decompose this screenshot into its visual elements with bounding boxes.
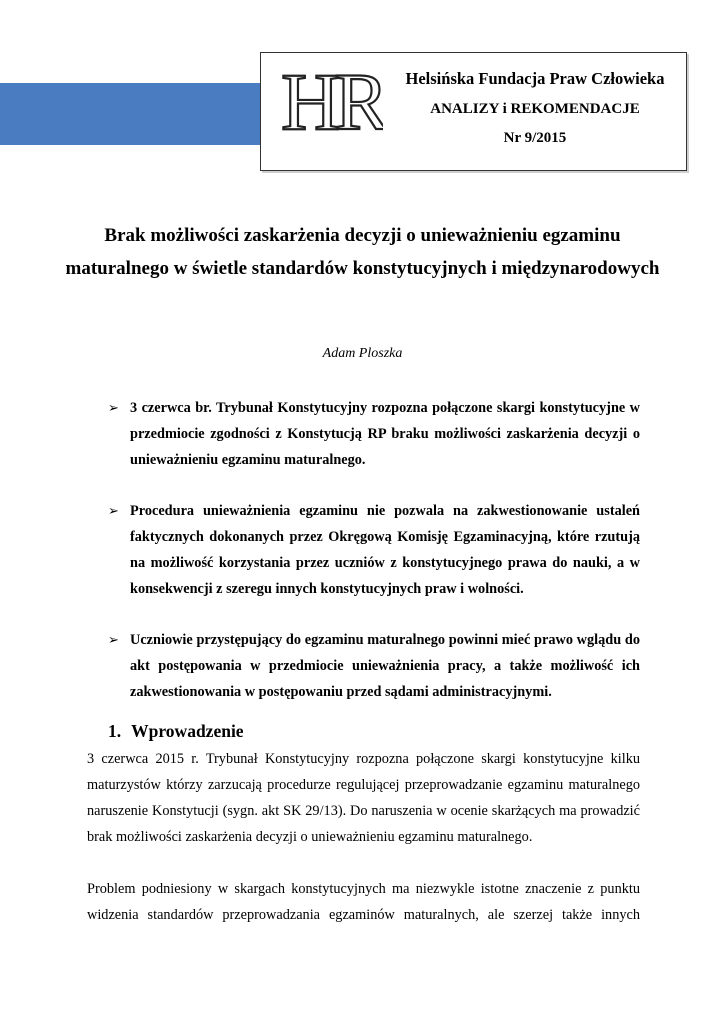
series-name: ANALIZY i REKOMENDACJE xyxy=(430,101,640,117)
organization-name: Helsińska Fundacja Praw Człowieka xyxy=(405,69,665,88)
accent-bar xyxy=(0,83,262,145)
hr-logo xyxy=(279,59,383,139)
arrow-bullet-icon: ➢ xyxy=(108,503,119,518)
key-points-list xyxy=(108,395,640,730)
body-paragraph: 3 czerwca 2015 r. Trybunał Konstytucyjny rozpozna połączone skargi konstytucyjne kilku maturzystów którzy zarzucają procedurze regulującej przeprowadzanie egzaminu maturalnego naruszenie Konstytucji (sygn. akt SK 29/13). Do naruszenia w ocenie skarżących ma prowadzić brak możliwości zaskarżenia decyzji o unieważnieniu egzaminu maturalnego. xyxy=(87,751,640,845)
section-heading xyxy=(108,721,244,742)
section-number: 1. xyxy=(108,721,122,741)
section-title: Wprowadzenie xyxy=(131,721,244,741)
document-title: Brak możliwości zaskarżenia decyzji o unieważnieniu egzaminu maturalnego w świetle standardów konstytucyjnych i międzynarodowych xyxy=(65,225,660,279)
key-point-item xyxy=(108,627,640,705)
key-point-item xyxy=(108,498,640,602)
publication-header xyxy=(260,52,687,171)
key-point-text: Uczniowie przystępujący do egzaminu maturalnego powinni mieć prawo wglądu do akt postępowania w przedmiocie unieważnienia pracy, a także możliwość ich zakwestionowania w postępowaniu przed sądami administracyjnymi. xyxy=(130,632,640,700)
key-point-text: 3 czerwca br. Trybunał Konstytucyjny rozpozna połączone skargi konstytucyjne w przedmiocie zgodności z Konstytucją RP braku możliwości zaskarżenia decyzji o unieważnieniu egzaminu maturalnego. xyxy=(130,400,640,468)
arrow-bullet-icon: ➢ xyxy=(108,632,119,647)
arrow-bullet-icon: ➢ xyxy=(108,400,119,415)
body-paragraph: Problem podniesiony w skargach konstytucyjnych ma niezwykle istotne znaczenie z punktu widzenia standardów przeprowadzania egzaminów maturalnych, ale szerzej także innych xyxy=(87,881,640,923)
issue-number: Nr 9/2015 xyxy=(503,130,567,146)
key-point-text: Procedura unieważnienia egzaminu nie pozwala na zakwestionowanie ustaleń faktycznych dokonanych przez Okręgową Komisję Egzaminacyjną, które rzutują na możliwość korzystania przez uczniów z konstytucyjnego prawa do nauki, a w konsekwencji z szeregu innych konstytucyjnych praw i wolności. xyxy=(130,503,640,597)
hr-logo-text: HR xyxy=(281,59,383,139)
author-name: Adam Ploszka xyxy=(322,346,403,361)
key-point-item xyxy=(108,395,640,473)
